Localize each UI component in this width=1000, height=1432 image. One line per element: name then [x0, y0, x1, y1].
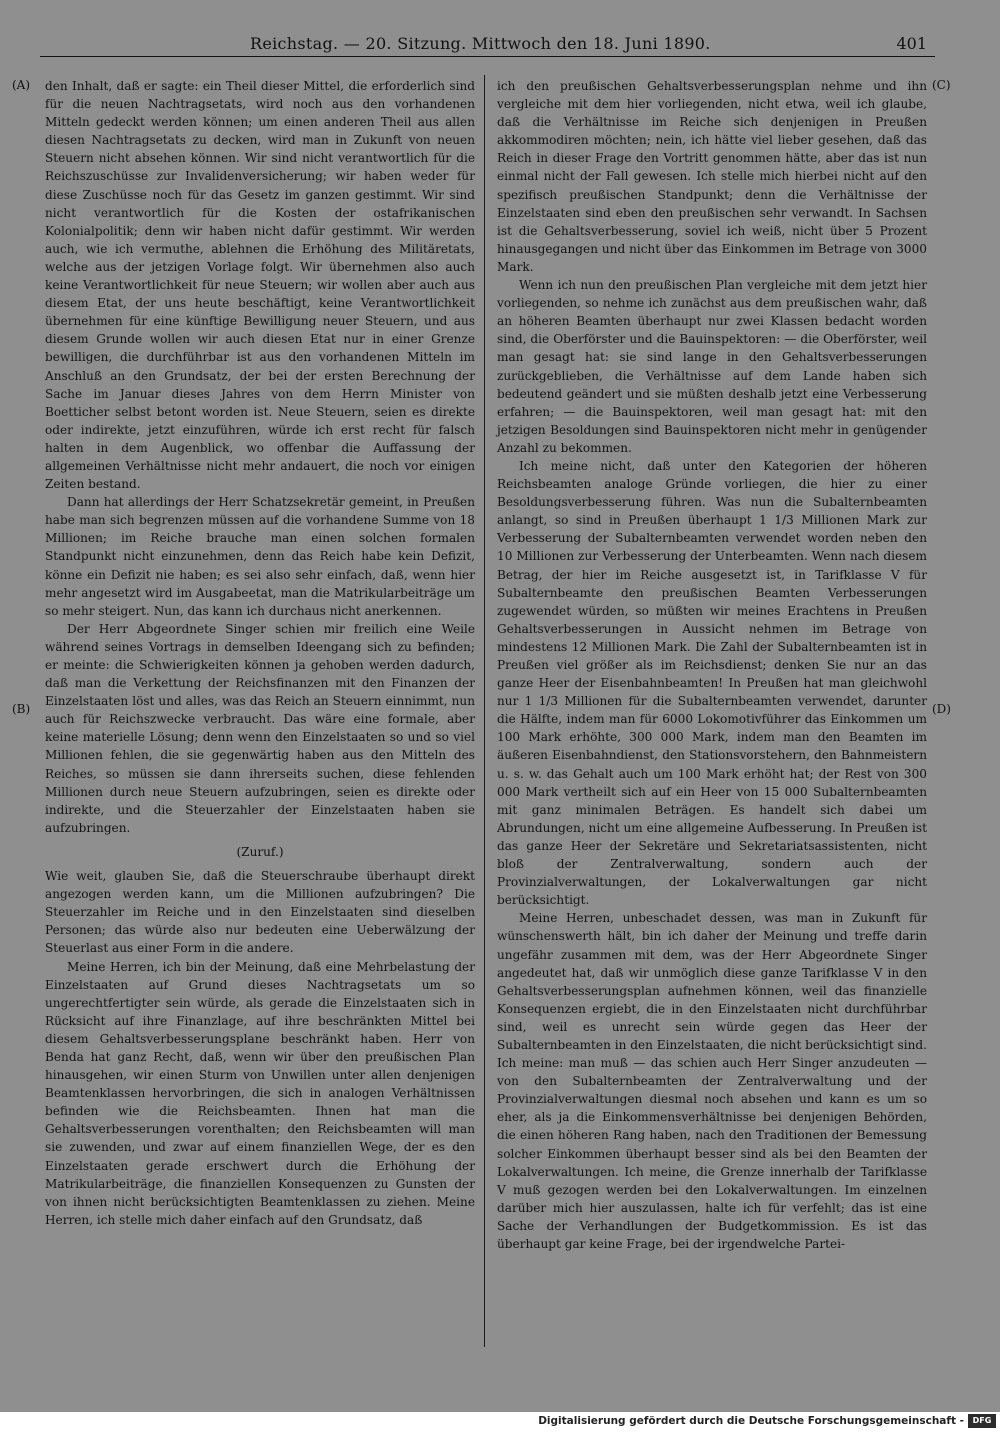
margin-mark-d: (D) [932, 702, 951, 716]
margin-mark-b: (B) [12, 702, 31, 716]
interjection: (Zuruf.) [236, 844, 284, 859]
paragraph: Ich meine nicht, daß unter den Kategorien der höheren Reichsbeamten analoge Gründe vorliegen, die hier zu einer Besoldungsverbesserung führen. Was nun die Subalternbeamten anlangt, so sind in Preußen überhaupt 1 1/3 Millionen Mark zur Verbesserung der Subalternbeamten verwendet worden neben den 10 Millionen zur Verbesserung der Unterbeamten. Wenn nach diesem Betrag, der hier im Reiche ausgesetzt ist, in Tarifklasse V für Subalternbeamte den preußischen Beamten Verbesserungen zugewendet würden, so müßten wir meines Erachtens in Preußen Gehaltsverbesserungen in Aussicht nehmen im Betrage von mindestens 12 Millionen Mark. Die Zahl der Subalternbeamten ist in Preußen viel größer als im Reichsdienst; denken Sie nur an das ganze Heer der Eisenbahnbeamten! In Preußen hat man gleichwohl nur 1 1/3 Millionen für die Subalternbeamten verwendet, darunter die Hälfte, indem man für 6000 Lokomotivführer das Einkommen um 100 Mark erhöhte, 300 000 Mark, indem man den Beamten im äußeren Eisenbahndienst, den Stationsvorstehern, den Bahnmeistern u. s. w. das Gehalt auch um 100 Mark erhöht hat; der Rest von 300 000 Mark vertheilt sich auf ein Heer von 15 000 Subalternbeamten mit ganz minimalen Beträgen. Es handelt sich dabei um Abrundungen, nicht um eine allgemeine Aufbesserung. In Preußen ist das ganze Heer der Sekretäre und Sekretariatsassistenten, nicht bloß der Zentralverwaltung, sondern auch der Provinzialverwaltungen, der Lokalverwaltungen gar nicht berücksichtigt. [497, 458, 927, 908]
header-title: Reichstag. — 20. Sitzung. Mittwoch den 18. Juni 1890. [250, 34, 711, 53]
paragraph: Meine Herren, ich bin der Meinung, daß eine Mehrbelastung der Einzelstaaten auf Grund dieses Nachtragsetats um so ungerechtfertigter sein würde, als gerade die Einzelstaaten sich in Rücksicht auf ihre Finanzlage, auf ihre beschränkten Mittel bei diesem Gehaltsverbesserungsplane beschränkt haben. Herr von Benda hat ganz Recht, daß, wenn wir über den preußischen Plan hinausgehen, wir einen Sturm von Unwillen unter allen denjenigen Beamtenklassen hervorbringen, die sich in analogen Verhältnissen befinden wie die Reichsbeamten. Ihnen hat man die Gehaltsverbesserungen vorenthalten; den Reichsbeamten will man sie zuwenden, und zwar auf einem finanziellen Wege, der es den Einzelstaaten gerade erschwert durch die Erhöhung der Matrikularbeiträge, die finanziellen Konsequenzen zu Gunsten der von ihnen nicht berücksichtigten Beamtenklassen zu ziehen. Meine Herren, ich stelle mich daher einfach auf den Grundsatz, daß [45, 959, 475, 1227]
dfg-logo: DFG [968, 1414, 996, 1428]
page-number: 401 [896, 34, 927, 53]
left-column [45, 77, 475, 1229]
paragraph: Der Herr Abgeordnete Singer schien mir freilich eine Weile während seines Vortrags in demselben Ideengang sich zu befinden; er meinte: die Schwierigkeiten können ja gehoben werden dadurch, daß man die Verkettung der Reichsfinanzen mit den Finanzen der Einzelstaaten löst und alles, was das Reich an Steuern einnimmt, nun auch für Reichszwecke verbraucht. Das wäre eine formale, aber keine materielle Lösung; denn wenn den Einzelstaaten so und so viel Millionen fehlen, die sie gegenwärtig haben aus den Mitteln des Reiches, so müssen sie dann ihrerseits suchen, diese fehlenden Millionen durch neue Steuern aufzubringen, seien es direkte oder indirekte, und die Steuerzahler der Einzelstaaten haben sie aufzubringen. [45, 621, 475, 835]
paragraph: Wenn ich nun den preußischen Plan vergleiche mit dem jetzt hier vorliegenden, so nehme ich zunächst aus dem preußischen wahr, daß an höheren Beamten überhaupt nur zwei Klassen bedacht worden sind, die Oberförster und die Bauinspektoren: — die Oberförster, weil man gesagt hat: sie sind lange in den Gehaltsverbesserungen zurückgeblieben, die Verhältnisse auf dem Lande haben sich bedeutend geändert und sie müßten deshalb jetzt eine Verbesserung erfahren; — die Bauinspektoren, weil man gesagt hat: mit den jetzigen Besoldungen sind Bauinspektoren nicht mehr in genügender Anzahl zu bekommen. [497, 278, 927, 455]
right-column [497, 77, 927, 1253]
running-header [40, 34, 935, 57]
column-divider [484, 75, 485, 1347]
paragraph: ich den preußischen Gehaltsverbesserungsplan nehme und ihn vergleiche mit dem hier vorliegenden, nicht etwa, weil ich glaube, daß die Verhältnisse im Reiche sich denjenigen in Preußen akkommodiren möchten; nein, ich hätte viel lieber gesehen, daß das Reich in dieser Frage den Vortritt genommen hätte, aber das ist nun einmal nicht der Fall gewesen. Ich stelle mich hierbei nicht auf den spezifisch preußischen Standpunkt; denn die Verhältnisse der Einzelstaaten sind eben den preußischen sehr verwandt. In Sachsen ist die Gehaltsverbesserung, soviel ich weiß, nicht über 5 Prozent hinausgegangen und nicht über das Einkommen im Betrage von 3000 Mark. [497, 79, 927, 274]
paragraph: Wie weit, glauben Sie, daß die Steuerschraube überhaupt direkt angezogen werden kann, um die Millionen aufzubringen? Die Steuerzahler im Reiche und in den Einzelstaaten sind dieselben Personen; das würde also nur bedeuten eine Ueberwälzung der Steuerlast aus einer Form in die andere. [45, 869, 475, 956]
paragraph: Dann hat allerdings der Herr Schatzsekretär gemeint, in Preußen habe man sich begrenzen müssen auf die vorhandene Summe von 18 Millionen; im Reiche brauche man einen solchen formalen Standpunkt nicht einzunehmen, denn das Reich habe kein Defizit, könne ein Defizit nie haben; es sei also sehr einfach, daß, wenn hier mehr angesetzt wird im Ausgabeetat, man die Matrikularbeiträge um so mehr steigert. Nun, das kann ich durchaus nicht anerkennen. [45, 495, 475, 618]
margin-mark-a: (A) [12, 78, 31, 92]
margin-mark-c: (C) [932, 78, 951, 92]
funding-notice: Digitalisierung gefördert durch die Deutsche Forschungsgemeinschaft - [538, 1415, 964, 1427]
footer-bar [0, 1412, 1000, 1432]
paragraph: Meine Herren, unbeschadet dessen, was man in Zukunft für wünschenswerth hält, bin ich daher der Meinung und treffe darin ungefähr zusammen mit dem, was der Herr Abgeordnete Singer angedeutet hat, daß wir unmöglich diese ganze Tarifklasse V in den Gehaltsverbesserungsplan aufnehmen können, weil das finanzielle Konsequenzen ergiebt, die in den Einzelstaaten nicht durchführbar sind, weil es unrecht sein würde gegen das Heer der Subalternbeamten in den Einzelstaaten, die nicht berücksichtigt sind. Ich meine: man muß — das schien auch Herr Singer anzudeuten — von den Subalternbeamten der Zentralverwaltung und der Provinzialverwaltungen diesmal noch absehen und kann es um so eher, als ja die Einkommensverhältnisse bei denjenigen Behörden, die einen höheren Rang haben, nach den Traditionen der Bemessung solcher Einkommen überhaupt besser sind als bei den Beamten der Lokalverwaltungen. Ich meine, die Grenze innerhalb der Tarifklasse V muß gezogen werden bei den Lokalverwaltungen. Im einzelnen darüber mich hier auszulassen, halte ich für verfehlt; das ist eine Sache der Verhandlungen der Budgetkommission. Es ist das überhaupt gar keine Frage, bei der irgendwelche Partei- [497, 911, 927, 1251]
paragraph: den Inhalt, daß er sagte: ein Theil dieser Mittel, die erforderlich sind für die neuen Nachtragsetats, wird noch aus den vorhandenen Mitteln gedeckt werden können; um einen anderen Theil aus allen diesen Nachtragsetats zu decken, wird man in Zukunft von neuen Steuern nicht absehen können. Wir sind nicht verantwortlich für die Reichszuschüsse zur Invalidenversicherung; wir haben weder für diese Zuschüsse noch für das Gesetz im ganzen gestimmt. Wir sind nicht verantwortlich für die Kosten der ostafrikanischen Kolonialpolitik; denn wir haben nicht dafür gestimmt. Wir werden auch, wie ich vermuthe, ablehnen die Erhöhung des Militäretats, welche aus der jetzigen Vorlage folgt. Wir übernehmen also auch keine Verantwortlichkeit für neue Steuern; wir wollen aber auch aus diesem Etat, der uns heute beschäftigt, keine Verantwortlichkeit übernehmen für eine künftige Bewilligung neuer Steuern, und aus diesem Grunde wollen wir auch diesen Etat nur in einer Grenze bewilligen, die durchführbar ist aus den vorhandenen Mitteln im Anschluß an den Grundsatz, der bei der ersten Berechnung der Sache im Januar dieses Jahres von dem Herrn Minister von Boetticher selbst betont worden ist. Neue Steuern, seien es direkte oder indirekte, jetzt einzuführen, würde ich erst recht für falsch halten in dem Augenblick, wo offenbar die Auffassung der allgemeinen Verhältnisse nicht mehr andauert, die noch vor einigen Zeiten bestand. [45, 79, 475, 492]
